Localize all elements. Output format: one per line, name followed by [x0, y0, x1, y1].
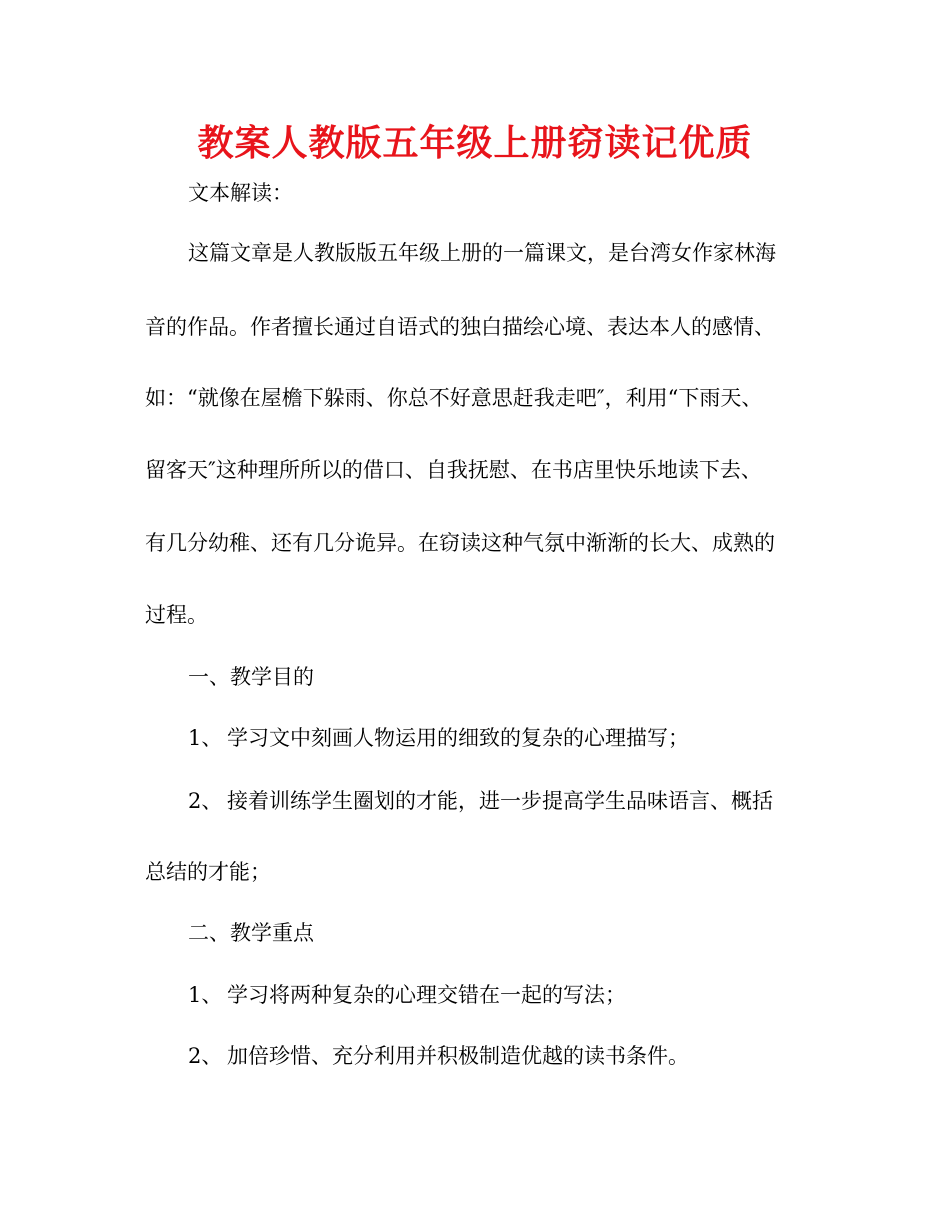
- list-item: [188, 723, 689, 753]
- document-title: 教案人教版五年级上册窃读记优质: [197, 123, 753, 164]
- paragraph-line: 过程。: [145, 603, 208, 627]
- list-item: [188, 980, 626, 1010]
- list-item-text: 接着训练学生圈划的才能，进一步提高学生品味语言、概括: [227, 789, 773, 813]
- paragraph-line: 音的作品。作者擅长通过自语式的独白描绘心境、表达本人的感情、: [145, 315, 775, 339]
- list-item-text: 加倍珍惜、充分利用并积极制造优越的读书条件。: [227, 1044, 689, 1068]
- list-number: 1、: [188, 726, 223, 750]
- section-heading-teaching-focus: 二、教学重点: [188, 921, 314, 945]
- section-heading-teaching-goals: 一、教学目的: [188, 665, 314, 689]
- list-item: [188, 1041, 689, 1071]
- list-item-text: 学习将两种复杂的心理交错在一起的写法；: [227, 983, 626, 1007]
- paragraph-line: 有几分幼稚、还有几分诡异。在窃读这种气氛中渐渐的长大、成熟的: [145, 531, 775, 555]
- paragraph-line: 这篇文章是人教版版五年级上册的一篇课文，是台湾女作家林海: [188, 241, 776, 265]
- section-label-text-reading: 文本解读：: [188, 181, 293, 205]
- list-item-text: 学习文中刻画人物运用的细致的复杂的心理描写；: [227, 726, 689, 750]
- paragraph-line: 如：“就像在屋檐下躲雨、你总不好意思赶我走吧″，利用“下雨天、: [145, 386, 763, 410]
- paragraph-line: 留客天″这种理所所以的借口、自我抚慰、在书店里快乐地读下去、: [145, 458, 762, 482]
- list-number: 2、: [188, 1044, 223, 1068]
- paragraph-line: 总结的才能；: [145, 860, 271, 884]
- list-number: 2、: [188, 789, 223, 813]
- list-number: 1、: [188, 983, 223, 1007]
- list-item: [188, 786, 773, 816]
